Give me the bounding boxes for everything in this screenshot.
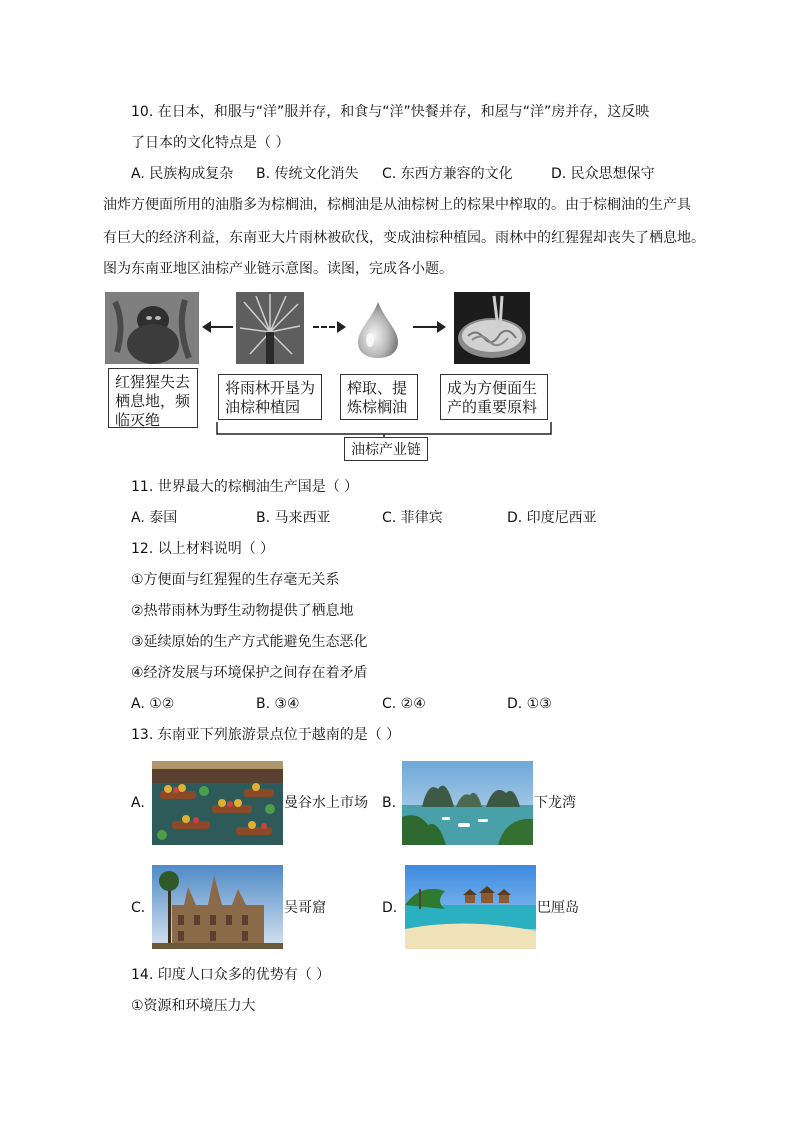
q13-option-d-letter[interactable]: D. [382, 900, 398, 916]
palm-plantation-photo [236, 292, 304, 364]
q12-statement-3: ③延续原始的生产方式能避免生态恶化 [131, 634, 368, 650]
q11-option-d[interactable]: D. 印度尼西亚 [507, 510, 597, 526]
q12-option-d[interactable]: D. ①③ [507, 696, 552, 712]
right-arrow-icon [312, 320, 346, 334]
q11-stem: 11. 世界最大的棕榈油生产国是（ ） [131, 479, 359, 495]
q12-stem: 12. 以上材料说明（ ） [131, 541, 275, 557]
oil-drop-photo [354, 300, 402, 360]
bali-photo[interactable] [405, 865, 536, 949]
q13-option-a-caption: 曼谷水上市场 [284, 795, 368, 811]
box-extraction: 榨取、提炼棕榈油 [340, 374, 418, 420]
box-raw-material: 成为方便面生产的重要原料 [440, 374, 548, 420]
q12-statement-1: ①方便面与红猩猩的生存毫无关系 [131, 572, 340, 588]
halong-bay-photo[interactable] [402, 761, 533, 845]
passage-line2: 有巨大的经济利益，东南亚大片雨林被砍伐，变成油棕种植园。雨林中的红猩猩却丧失了栖息地。 [103, 230, 705, 246]
passage-line1: 油炸方便面所用的油脂多为棕榈油，棕榈油是从油棕树上的棕果中榨取的。由于棕榈油的生产具 [103, 197, 691, 213]
q13-stem: 13. 东南亚下列旅游景点位于越南的是（ ） [131, 727, 401, 743]
q11-option-a[interactable]: A. 泰国 [131, 510, 178, 526]
passage-line3: 图为东南亚地区油棕产业链示意图。读图，完成各小题。 [103, 261, 453, 277]
q14-stem: 14. 印度人口众多的优势有（ ） [131, 967, 331, 983]
palm-oil-chain-diagram [100, 288, 560, 466]
orangutan-photo [105, 292, 199, 364]
q12-statement-2: ②热带雨林为野生动物提供了栖息地 [131, 603, 354, 619]
q11-option-c[interactable]: C. 菲律宾 [382, 510, 443, 526]
q12-statement-4: ④经济发展与环境保护之间存在着矛盾 [131, 665, 368, 681]
q13-option-b-letter[interactable]: B. [382, 795, 397, 811]
q13-option-d-caption: 巴厘岛 [537, 900, 579, 916]
chain-label: 油棕产业链 [344, 437, 428, 461]
q13-option-c-caption: 吴哥窟 [284, 900, 326, 916]
q13-option-c-letter[interactable]: C. [131, 900, 146, 916]
q12-option-b[interactable]: B. ③④ [256, 696, 300, 712]
angkor-wat-photo[interactable] [152, 865, 283, 949]
left-arrow-icon [202, 320, 234, 334]
q10-option-a[interactable]: A. 民族构成复杂 [131, 166, 234, 182]
q13-option-a-letter[interactable]: A. [131, 795, 145, 811]
chain-bracket [216, 420, 552, 438]
box-orangutan: 红猩猩失去栖息地，频临灭绝 [108, 368, 198, 428]
q13-option-b-caption: 下龙湾 [534, 795, 576, 811]
floating-market-photo[interactable] [152, 761, 283, 845]
q10-stem-line1: 10. 在日本，和服与“洋”服并存，和食与“洋”快餐并存，和屋与“洋”房并存，这反映 [131, 104, 650, 120]
q11-option-b[interactable]: B. 马来西亚 [256, 510, 331, 526]
q10-option-d[interactable]: D. 民众思想保守 [551, 166, 655, 182]
q10-option-c[interactable]: C. 东西方兼容的文化 [382, 166, 513, 182]
right-arrow-icon [412, 320, 446, 334]
q12-option-c[interactable]: C. ②④ [382, 696, 426, 712]
q12-option-a[interactable]: A. ①② [131, 696, 175, 712]
box-plantation: 将雨林开垦为油棕种植园 [218, 374, 322, 420]
q14-statement-1: ①资源和环境压力大 [131, 998, 256, 1014]
q10-stem-line2: 了日本的文化特点是（ ） [131, 135, 290, 151]
instant-noodle-photo [454, 292, 530, 364]
q10-option-b[interactable]: B. 传统文化消失 [256, 166, 359, 182]
